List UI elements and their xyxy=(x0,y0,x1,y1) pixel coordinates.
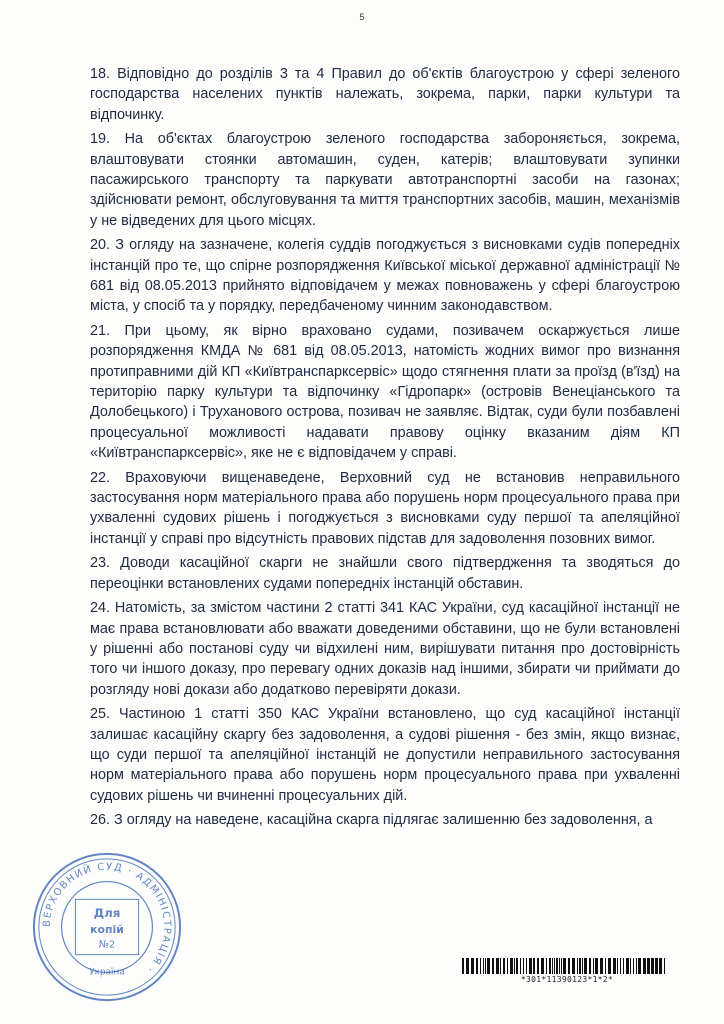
stamp-country: Україна xyxy=(89,967,125,978)
paragraph-19: 19. На об'єктах благоустрою зеленого господарства забороняється, зокрема, влаштовувати стоянки автомашин, суден, катерів; влаштовувати зупинки пасажирського транспорту та паркувати автотранспортні засоби на газонах; здійснювати ремонт, обслуговування та миття транспортних засобів, машин, механізмів у не відведених для цього місцях. xyxy=(90,131,680,229)
paragraph-26: 26. З огляду на наведене, касаційна скарга підлягає залишенню без задоволення, а xyxy=(90,812,653,829)
stamp-center-mid: копій xyxy=(90,922,124,936)
page-number: 5 xyxy=(359,12,365,22)
court-stamp xyxy=(28,848,186,1006)
paragraph-24: 24. Натомість, за змістом частини 2 статті 341 КАС України, суд касаційної інстанції не має права встановлювати або вважати доведеними обставини, що не були встановлені у рішенні або постанові суду чи відхилені ним, вирішувати питання про достовірність того чи іншого доказу, про перевагу одних доказів над іншими, збирати чи приймати до розгляду нові докази або додатково перевіряти докази. xyxy=(90,600,680,698)
barcode-text: *301*11390123*1*2* xyxy=(520,975,614,984)
document-body xyxy=(90,64,680,831)
barcode xyxy=(462,958,672,988)
stamp-center-top: Для xyxy=(93,906,121,921)
paragraph-20: 20. З огляду на зазначене, колегія суддів погоджується з висновками судів попередніх інстанцій про те, що спірне розпорядження Київської міської державної адміністрації № 681 від 08.05.2013 прийнято відповідачем у межах повноважень у сфері благоустрою міста, у спосіб та у порядку, передбаченому чинним законодавством. xyxy=(90,237,680,315)
stamp-center-id: №2 xyxy=(98,939,116,951)
paragraph-22: 22. Враховуючи вищенаведене, Верховний суд не встановив неправильного застосування норм матеріального права або порушень норм процесуального права при ухваленні судових рішень і погоджується з висновками суду першої та апеляційної інстанції у справі про відсутність правових підстав для задоволення позовних вимог. xyxy=(90,469,680,547)
stamp-seal-graphic xyxy=(28,848,186,1006)
stamp-ring-text: ВЕРХОВНИЙ СУД · АДМІНІСТРАЦІЯ · xyxy=(41,861,173,976)
paragraph-21: 21. При цьому, як вірно враховано судами, позивачем оскаржується лише розпорядження КМДА № 681 від 08.05.2013, натомість жодних вимог про визнання протиправними дій КП «Київтранспарксервіс» щодо стягнення плати за проїзд (в'їзд) на територію парку культури та відпочинку «Гідропарк» (островів Венеціанського та Долобецького) і Труханового острова, позивач не заявляє. Відтак, суди були позбавлені процесуальної можливості надавати правову оцінку вказаним діям КП «Київтранспарксервіс», яке не є відповідачем у справі. xyxy=(90,323,680,461)
paragraph-18: 18. Відповідно до розділів 3 та 4 Правил до об'єктів благоустрою у сфері зеленого господарства населених пунктів належать, зокрема, парки, парки культури та відпочинку. xyxy=(90,66,680,123)
paragraph-23: 23. Доводи касаційної скарги не знайшли свого підтвердження та зводяться до переоцінки встановлених судами попередніх інстанцій обставин. xyxy=(90,555,680,592)
barcode-bars xyxy=(462,958,672,974)
paragraph-25: 25. Частиною 1 статті 350 КАС України встановлено, що суд касаційної інстанції залишає касаційну скаргу без задоволення, а судові рішення - без змін, якщо визнає, що суди першої та апеляційної інстанцій не допустили неправильного застосування норм матеріального права або порушень норм процесуального права при ухваленні судових рішень чи вчиненні процесуальних дій. xyxy=(90,706,680,804)
